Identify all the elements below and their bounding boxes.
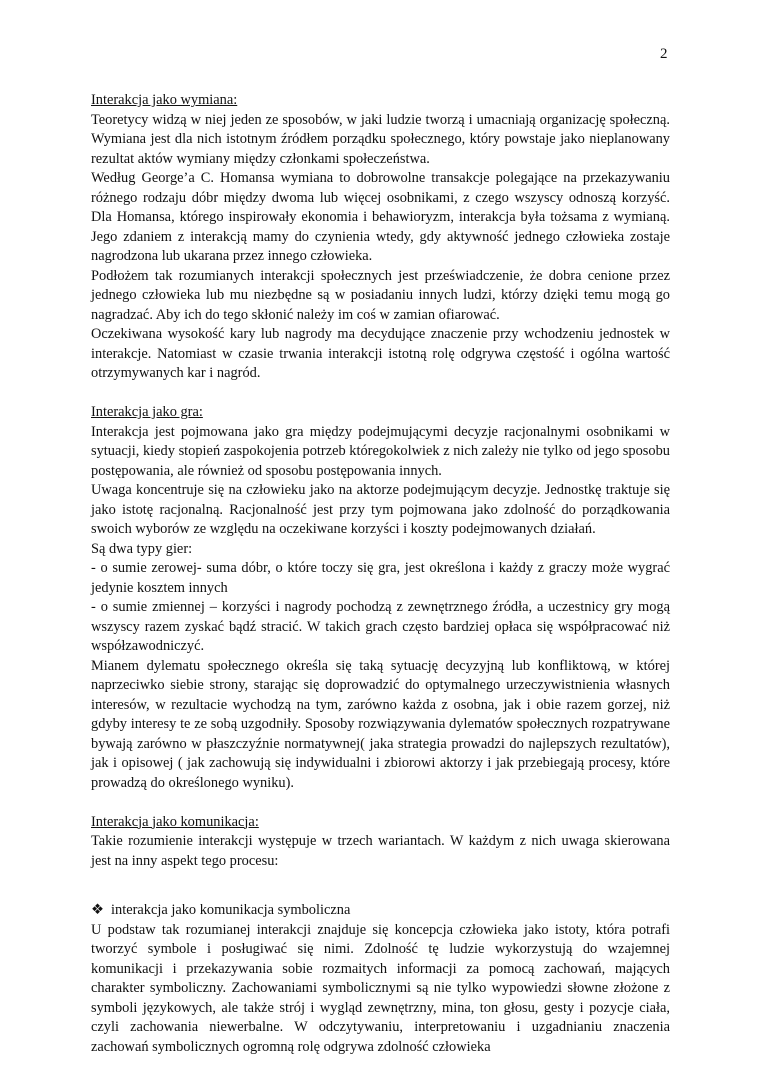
section-heading-communication: Interakcja jako komunikacja: — [91, 813, 259, 830]
paragraph: U podstaw tak rozumianej interakcji znajduje się koncepcja człowieka jako istoty, która potrafi tworzyć symbole i posługiwać się nimi. Zdolność tę ludzie wykorzystują do wzajemnej komunikacji i przekazywania sobie rozmaitych informacji za pomocą zachowań, mających charakter symboliczny. Zachowaniami symbolicznymi są nie tylko wypowiedzi słowne złożone z symboli językowych, ale także strój i wygląd zewnętrzny, mina, ton głosu, gesty i pozycje ciała, czyli zachowania niewerbalne. W odczytywaniu, interpretowaniu i uzgadnianiu znaczenia zachowań symbolicznych ogromną rolę odgrywa zdolność człowieka — [91, 921, 670, 1055]
spacer — [91, 793, 670, 813]
paragraph: Mianem dylematu społecznego określa się taką sytuację decyzyjną lub konfliktową, w której naprzeciwko siebie strony, starając się doprowadzić do optymalnego urzeczywistnienia własnych interesów, w rezultacie wychodzą na tym, zarówno każda z osobna, jak i obie razem gorzej, niż gdyby interesy te ze sobą uzgodniły. Sposoby rozwiązywania dylematów społecznych rozpatrywane bywają zarówno w płaszczyźnie normatywnej( jaka strategia prowadzi do najlepszych rezultatów), jak i opisowej ( jak zachowują się indywidualni i zbiorowi aktorzy i jak przebiegają procesy, które prowadzą do określonego wyniku). — [91, 657, 670, 791]
section-heading-exchange: Interakcja jako wymiana: — [91, 92, 238, 108]
bullet-text: interakcja jako komunikacja symboliczna — [111, 902, 351, 918]
spacer — [91, 871, 670, 901]
paragraph: Uwaga koncentruje się na człowieku jako na aktorze podejmującym decyzje. Jednostkę traktuje się jako istotę racjonalną. Racjonalność jest przy tym pojmowana jako zdolność do porządkowania swoich wyborów ze względu na oczekiwane korzyści i koszty podejmowanych działań. — [91, 482, 670, 537]
document-body — [91, 91, 670, 1057]
page-number: 2 — [660, 46, 668, 62]
section-heading-game: Interakcja jako gra: — [91, 404, 203, 420]
list-item: - o sumie zerowej- suma dóbr, o które toczy się gra, jest określona i każdy z graczy może wygrać jedynie kosztem innych — [91, 560, 670, 596]
paragraph: Teoretycy widzą w niej jeden ze sposobów, w jaki ludzie tworzą i umacniają organizację społeczną. Wymiana jest dla nich istotnym źródłem porządku społecznego, który powstaje jako nieplanowany rezultat aktów wymiany między członkami społeczeństwa. — [91, 111, 670, 167]
paragraph: Takie rozumienie interakcji występuje w trzech wariantach. W każdym z nich uwaga skierowana jest na inny aspekt tego procesu: — [91, 833, 670, 869]
paragraph: Podłożem tak rozumianych interakcji społecznych jest przeświadczenie, że dobra cenione przez jednego człowieka lub mu niezbędne są w posiadaniu innych ludzi, którzy dzięki temu mogą go nagradzać. Aby ich do tego skłonić należy im coś w zamian ofiarować. — [91, 267, 670, 323]
bullet-item — [91, 901, 670, 921]
paragraph: Według George’a C. Homansa wymiana to dobrowolne transakcje polegające na przekazywaniu różnego rodzaju dóbr między dwoma lub więcej osobnikami, z czego wszyscy odnoszą korzyść. Dla Homansa, którego inspirowały ekonomia i behawioryzm, interakcja była tożsama z wymianą. Jego zdaniem z interakcją mamy do czynienia wtedy, gdy aktywność jednego człowieka zostaje nagrodzona lub ukarana przez innego człowieka. — [91, 170, 670, 264]
list-item: - o sumie zmiennej – korzyści i nagrody pochodzą z zewnętrznego źródła, a uczestnicy gry mogą wszyscy razem zyskać bądź stracić. W takich grach często bardziej opłaca się współpracować niż współzawodniczyć. — [91, 599, 670, 654]
spacer — [91, 384, 670, 404]
paragraph: Interakcja jest pojmowana jako gra między podejmującymi decyzje racjonalnymi osobnikami w sytuacji, kiedy stopień zaspokojenia potrzeb któregokolwiek z nich zależy nie tylko od jego sposobu postępowania, ale również od sposobu postępowania innych. — [91, 423, 670, 479]
paragraph: Są dwa typy gier: — [91, 540, 193, 557]
paragraph: Oczekiwana wysokość kary lub nagrody ma decydujące znaczenie przy wchodzeniu jednostek w interakcje. Natomiast w czasie trwania interakcji istotną rolę odgrywa częstość i ogólna wartość otrzymywanych kar i nagród. — [91, 326, 670, 381]
diamond-bullet-icon: ❖ — [91, 902, 104, 918]
